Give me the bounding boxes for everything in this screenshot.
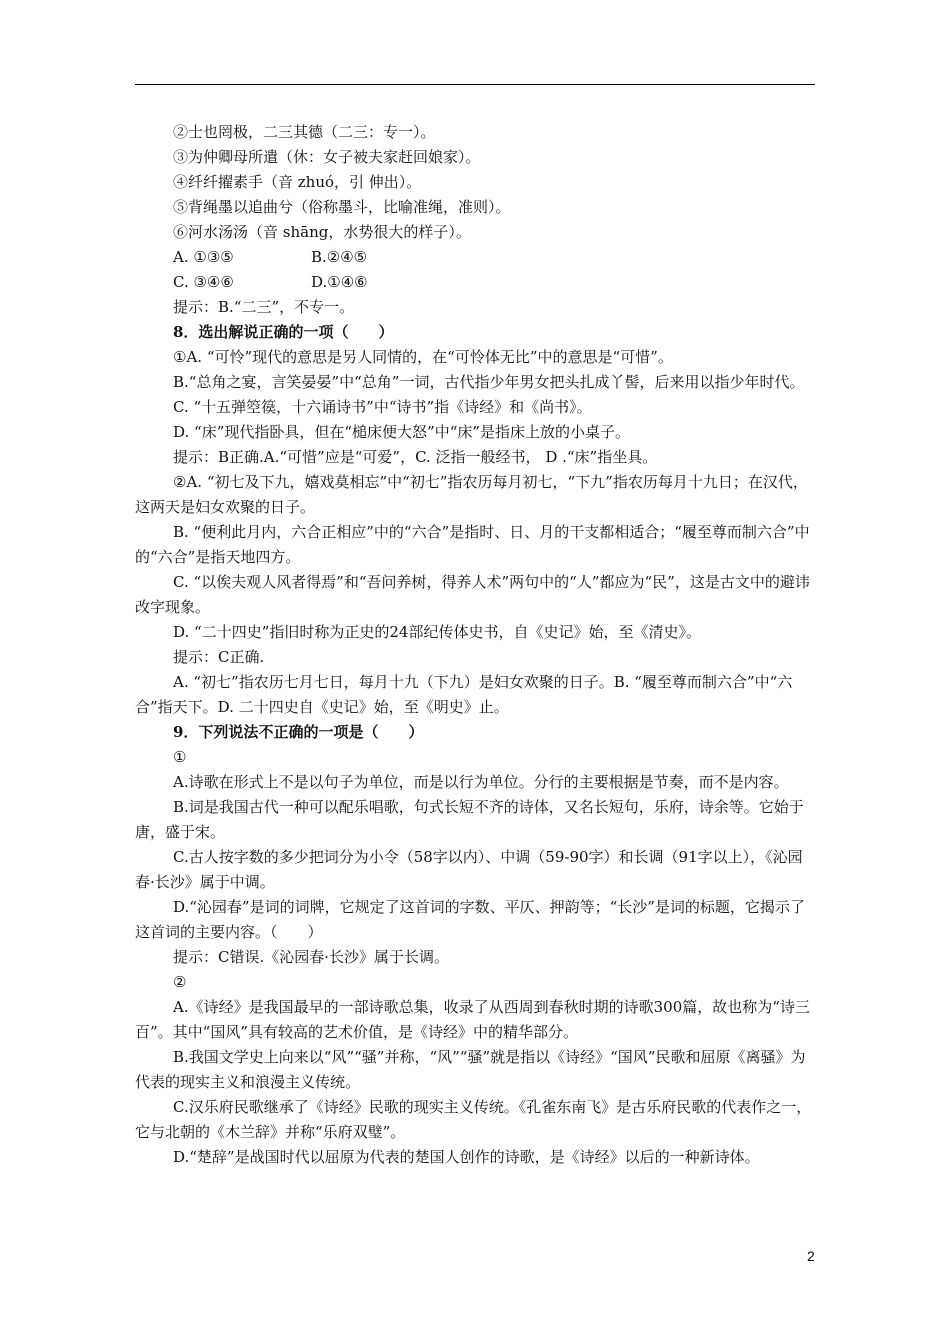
- q7-item: ③为仲卿母所遣（休：女子被夫家赶回娘家）。: [173, 148, 481, 166]
- page-number: 2: [807, 1248, 815, 1264]
- q8-hint: 提示：B正确.A.“可惜”应是“可爱”，C. 泛指一般经书， D .“床”指坐具。: [173, 448, 658, 466]
- q9-line: C.古人按字数的多少把词分为小令（58字以内）、中调（59-90字）和长调（91字以上），《沁园春·长沙》属于中调。: [135, 848, 803, 891]
- q8-line: C. “以俟夫观人风者得焉”和“吾问养树，得养人术”两句中的“人”都应为“民”，这是古文中的避讳改字现象。: [135, 573, 810, 616]
- q7-options-row-2: [135, 270, 815, 295]
- q9-line: D.“楚辞”是战国时代以屈原为代表的楚国人创作的诗歌，是《诗经》以后的一种新诗体。: [173, 1148, 760, 1166]
- q8-line: ①A. “可怜”现代的意思是另人同情的，在“可怜体无比”中的意思是“可惜”。: [173, 348, 673, 366]
- q8-hint-detail: A. “初七”指农历七月七日，每月十九（下九）是妇女欢聚的日子。B. “履至尊而制六合”中“六合”指天下。D. 二十四史自《史记》始，至《明史》止。: [135, 673, 793, 716]
- q9-line: B.我国文学史上向来以“风”“骚”并称，“风”“骚”就是指以《诗经》“国风”民歌和屈原《离骚》为代表的现实主义和浪漫主义传统。: [135, 1048, 806, 1091]
- q8-line: B.“总角之宴，言笑晏晏”中“总角”一词，古代指少年男女把头扎成丫髻，后来用以指少年时代。: [173, 373, 805, 391]
- q8-line: C. “十五弹箜篌，十六诵诗书”中“诗书”指《诗经》和《尚书》。: [173, 398, 592, 416]
- q7-options-row-1: [135, 245, 815, 270]
- q9-line: A.诗歌在形式上不是以句子为单位，而是以行为单位。分行的主要根据是节奏，而不是内容。: [173, 773, 789, 791]
- q7-option-b: B.②④⑤: [311, 248, 368, 266]
- q7-item: ⑤背绳墨以追曲兮（俗称墨斗，比喻准绳，准则）。: [173, 198, 511, 216]
- q9-subpart-mark: ②: [173, 973, 187, 991]
- q8-line: ②A. “初七及下九，嬉戏莫相忘”中“初七”指农历每月初七，“下九”指农历每月十九日；在汉代，这两天是妇女欢聚的日子。: [135, 473, 808, 516]
- q9-line: B.词是我国古代一种可以配乐唱歌，句式长短不齐的诗体，又名长短句，乐府，诗余等。它始于唐，盛于宋。: [135, 798, 804, 841]
- q9-line: A.《诗经》是我国最早的一部诗歌总集，收录了从西周到春秋时期的诗歌300篇，故也称为“诗三百”。其中“国风”具有较高的艺术价值，是《诗经》中的精华部分。: [135, 998, 810, 1041]
- q9-hint: 提示：C错误.《沁园春·长沙》属于长调。: [173, 948, 450, 966]
- q8-hint: 提示：C正确.: [173, 648, 265, 666]
- q9-subpart-mark: ①: [173, 748, 187, 766]
- header-rule: [135, 84, 815, 85]
- document-body: [135, 120, 815, 1170]
- q8-line: D. “二十四史”指旧时称为正史的24部纪传体史书，自《史记》始，至《清史》。: [173, 623, 701, 641]
- q7-option-c: C. ③④⑥: [173, 273, 234, 291]
- q7-item: ④纤纤擢素手（音 zhuó，引 伸出）。: [173, 173, 422, 191]
- q7-option-d: D.①④⑥: [311, 273, 368, 291]
- q7-option-a: A. ①③⑤: [173, 248, 234, 266]
- q9-title: 9．下列说法不正确的一项是（ ）: [173, 723, 424, 741]
- q7-item: ②士也罔极，二三其德（二三：专一）。: [173, 123, 436, 141]
- q9-line: C.汉乐府民歌继承了《诗经》民歌的现实主义传统。《孔雀东南飞》是古乐府民歌的代表作之一，它与北朝的《木兰辞》并称“乐府双璧”。: [135, 1098, 812, 1141]
- q8-title: 8．选出解说正确的一项（ ）: [173, 323, 394, 341]
- q8-line: B. “便利此月内，六合正相应”中的“六合”是指时、日、月的干支都相适合；“履至尊而制六合”中的“六合”是指天地四方。: [135, 523, 810, 566]
- q8-line: D. “床”现代指卧具，但在“槌床便大怒”中“床”是指床上放的小桌子。: [173, 423, 631, 441]
- q7-item: ⑥河水汤汤（音 shāng，水势很大的样子）。: [173, 223, 471, 241]
- q7-hint: 提示：B.“二三”，不专一。: [173, 298, 355, 316]
- q9-line: D.“沁园春”是词的词牌，它规定了这首词的字数、平仄、押韵等；“长沙”是词的标题，它揭示了这首词的主要内容。（ ）: [135, 898, 805, 941]
